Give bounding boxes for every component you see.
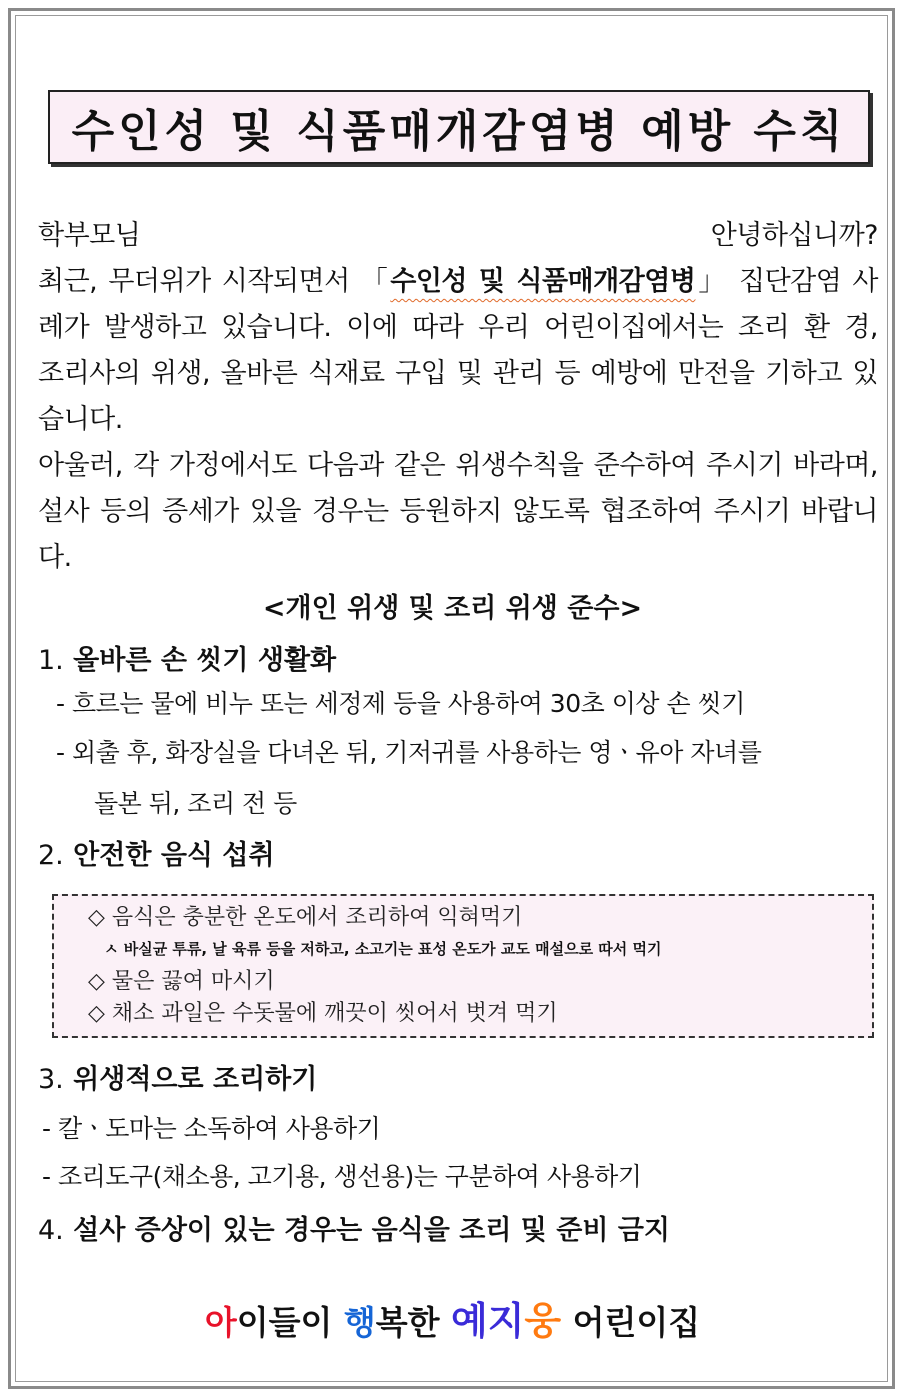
rule-1-title: 올바른 손 씻기 생활화: [73, 645, 337, 676]
rule-4-number: 4.: [38, 1215, 64, 1246]
intro-line-3-text: 조리사의 위생, 올바른 식재료 구입 및 관리 등 예방에 만전을 기하고 있: [38, 358, 878, 389]
footer-text-h: 복한: [375, 1303, 451, 1342]
intro-line-2-text: 례가 발생하고 있습니다. 이에 따라 우리 어린이집에서는 조리 환 경,: [38, 312, 878, 343]
rule-3-item-1: - 칼ㆍ도마는 소독하여 사용하기: [42, 1114, 381, 1143]
daycare-signature: [0, 1298, 905, 1346]
footer-logo-char-2: 지: [487, 1299, 525, 1343]
intro-line-1: [38, 258, 878, 305]
rule-3-item-2: - 조리도구(채소용, 고기용, 생선용)는 구분하여 사용하기: [42, 1162, 642, 1191]
box-item-water: ◇ 물은 끓여 마시기: [88, 969, 275, 994]
rule-1-item-2: - 외출 후, 화장실을 다녀온 뒤, 기저귀를 사용하는 영ㆍ유아 자녀를: [56, 738, 762, 767]
footer-logo-char-1: 예: [450, 1299, 488, 1343]
section-heading: <개인 위생 및 조리 위생 준수>: [262, 593, 643, 624]
rule-1-number: 1.: [38, 645, 64, 676]
footer-char-a: 아: [204, 1303, 237, 1342]
page-title: 수인성 및 식품매개감염병 예방 수칙: [71, 106, 847, 157]
intro-line-4-text: 습니다.: [38, 404, 123, 435]
rule-2-number: 2.: [38, 840, 64, 871]
greeting-text: 학부모님 안녕하십니까?: [38, 220, 878, 251]
intro-line-6-text: 설사 등의 증세가 있을 경우는 등원하지 않도록 협조하여 주시기 바랍니: [38, 496, 878, 527]
intro-line-1-end: 」 집단감염 사: [695, 266, 879, 297]
rule-4-heading: [38, 1211, 670, 1251]
intro-line-2: [38, 304, 878, 351]
intro-line-6: [38, 488, 878, 535]
rule-4-title: 설사 증상이 있는 경우는 음식을 조리 및 준비 금지: [73, 1215, 671, 1246]
box-item-cook: ◇ 음식은 충분한 온도에서 조리하여 익혀먹기: [88, 905, 523, 930]
disease-name-emphasis: 수인성 및 식품매개감염병: [390, 266, 696, 297]
intro-line-5-text: 아울러, 각 가정에서도 다음과 같은 위생수칙을 준수하여 주시기 바라며,: [38, 450, 878, 481]
intro-line-4: [38, 396, 878, 443]
intro-line-7: [38, 534, 878, 581]
footer-logo-char-3: 웅: [524, 1299, 562, 1343]
rule-1-item-2-cont: 돌본 뒤, 조리 전 등: [94, 789, 297, 818]
footer-text-end: 어린이집: [561, 1303, 701, 1342]
rule-1-heading: [38, 641, 336, 681]
rule-2-title: 안전한 음식 섭취: [73, 840, 275, 871]
intro-greeting: [38, 212, 878, 259]
rule-2-heading: [38, 836, 275, 876]
rule-3-heading: [38, 1060, 317, 1100]
food-safety-box: [52, 894, 874, 1038]
footer-char-h: 행: [343, 1303, 376, 1342]
box-item-note: ㅅ 바실균 투류, 날 육류 등을 저하고, 소고기는 표성 온도가 교도 매설으로 따서 먹기: [104, 940, 662, 958]
title-banner: [48, 90, 870, 164]
footer-text-a: 이들이: [236, 1303, 344, 1342]
intro-line-1-start: 최근, 무더위가 시작되면서 「: [38, 266, 391, 297]
intro-line-5: [38, 442, 878, 489]
intro-line-3: [38, 350, 878, 397]
intro-line-7-text: 다.: [38, 542, 72, 573]
rule-3-number: 3.: [38, 1064, 64, 1095]
rule-3-title: 위생적으로 조리하기: [73, 1064, 318, 1095]
rule-1-item-1: - 흐르는 물에 비누 또는 세정제 등을 사용하여 30초 이상 손 씻기: [56, 689, 745, 718]
box-item-wash: ◇ 채소 과일은 수돗물에 깨끗이 씻어서 벗겨 먹기: [88, 1001, 558, 1026]
